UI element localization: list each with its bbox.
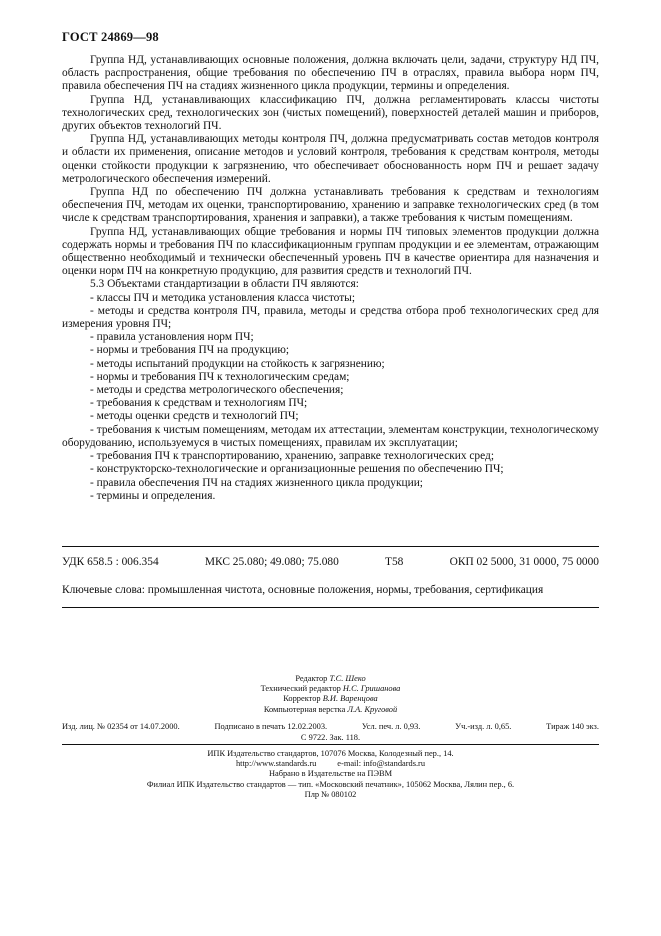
main-text — [62, 54, 599, 503]
okp-code: ОКП 02 5000, 31 0000, 75 0000 — [449, 556, 599, 568]
paragraph: Группа НД по обеспечению ПЧ должна устанавливать требования к средствам и технологиям обеспечения ПЧ, методам их оценки, транспортированию, хранению и заправке технологических сред (в том числе к средствам транспортирования, хранения и заправки), а также требования к чистым помещениям. — [62, 186, 599, 225]
credits-block — [62, 674, 599, 715]
publisher-line: http://www.standards.ru e-mail: info@standards.ru — [235, 759, 426, 769]
publisher-line: Плр № 080102 — [304, 789, 357, 799]
publisher-block — [62, 749, 599, 800]
list-item: - конструкторско-технологические и организационные решения по обеспечению ПЧ; — [90, 463, 504, 476]
classification-row — [62, 556, 599, 568]
imprint-divider — [62, 744, 599, 745]
paragraph: Группа НД, устанавливающих классификацию ПЧ, должна регламентировать классы чистоты технологических сред, технологических зон (чистых помещений), поверхностей деталей машин и приборов, других объектов технологий ПЧ. — [62, 93, 599, 133]
list-item: - правила установления норм ПЧ; — [90, 331, 254, 344]
keywords: Ключевые слова: промышленная чистота, основные положения, нормы, требования, сертификация — [62, 584, 544, 596]
list-item: - методы и средства метрологического обеспечения; — [90, 384, 344, 397]
group-code: Т58 — [385, 556, 404, 568]
list-item: - нормы и требования ПЧ к технологическим средам; — [90, 370, 350, 383]
license: Изд. лиц. № 02354 от 14.07.2000. — [62, 722, 180, 731]
top-divider — [62, 546, 599, 547]
list-item: - правила обеспечения ПЧ на стадиях жизненного цикла продукции; — [90, 476, 423, 489]
publisher-line: Набрано в Издательстве на ПЭВМ — [268, 769, 393, 779]
list-item: - методы и средства контроля ПЧ, правила, методы и средства отбора проб технологических сред для измерения уровня ПЧ; — [62, 304, 599, 331]
publisher-line: ИПК Издательство стандартов, 107076 Москва, Колодезный пер., 14. — [207, 749, 454, 758]
paragraph: Группа НД, устанавливающих основные положения, должна включать цели, задачи, структуру НД ПЧ, область распространения, общие требования по обеспечению ПЧ в отраслях, правила выбора норм ПЧ, правила обеспечения ПЧ на стадиях жизненного цикла продукции, термины и определения. — [62, 54, 599, 93]
print-run: Тираж 140 экз. — [546, 722, 599, 731]
list-item: - требования ПЧ к транспортированию, хранению, заправке технологических сред; — [90, 450, 494, 463]
pub-sheets: Уч.-изд. л. 0,65. — [455, 722, 512, 731]
credit-line: Технический редактор Н.С. Гришанова — [260, 684, 401, 694]
signed-date: Подписано в печать 12.02.2003. — [214, 722, 328, 731]
print-sheets: Усл. печ. л. 0,93. — [361, 722, 421, 731]
paragraph: Группа НД, устанавливающих общие требования и нормы ПЧ типовых элементов продукции должна содержать нормы и требования ПЧ по классификационным группам продукции и ее элементам, отражающим общественно необходимый и технически обеспеченный уровень ПЧ в качестве ориентира для назначения и оценки норм ПЧ на конкретную продукцию, для развития средств и технологий ПЧ. — [62, 225, 599, 278]
udk-code: УДК 658.5 : 006.354 — [62, 556, 159, 568]
paragraph: Группа НД, устанавливающих методы контроля ПЧ, должна предусматривать состав методов контроля и области их применения, описание методов и условий контроля, требования к средствам контроля, методы оценки стойкости продукции к загрязнению, что обеспечивает обоснованность норм ПЧ и решает задачу метрологического обеспечения измерений. — [62, 133, 599, 185]
order-line: С 9722. Зак. 118. — [300, 733, 361, 742]
document-header: ГОСТ 24869—98 — [62, 30, 159, 44]
credit-line: Редактор Т.С. Шеко — [295, 674, 366, 683]
list-item: - требования к чистым помещениям, методам их аттестации, элементам конструкции, технологическому оборудованию, используемуся в чистых помещениях, правилам их эксплуатации; — [62, 423, 599, 449]
list-item: - требования к средствам и технологиям ПЧ; — [90, 397, 308, 410]
credit-line: Корректор В.И. Варенцова — [283, 694, 378, 704]
list-item: - термины и определения. — [90, 489, 216, 502]
mks-code: МКС 25.080; 49.080; 75.080 — [204, 556, 339, 568]
list-item: - классы ПЧ и методика установления класса чистоты; — [90, 291, 355, 304]
list-item: - нормы и требования ПЧ на продукцию; — [90, 344, 290, 357]
list-item: - методы оценки средств и технологий ПЧ; — [90, 410, 299, 423]
section-intro: 5.3 Объектами стандартизации в области ПЧ являются: — [90, 278, 359, 291]
publisher-line: Филиал ИПК Издательство стандартов — тип. «Московский печатник», 105062 Москва, Лялин пер., 6. — [146, 779, 515, 789]
bottom-divider — [62, 607, 599, 608]
credit-line: Компьютерная верстка Л.А. Круговой — [263, 704, 398, 714]
publication-row — [62, 722, 599, 731]
list-item: - методы испытаний продукции на стойкость к загрязнению; — [90, 357, 385, 370]
